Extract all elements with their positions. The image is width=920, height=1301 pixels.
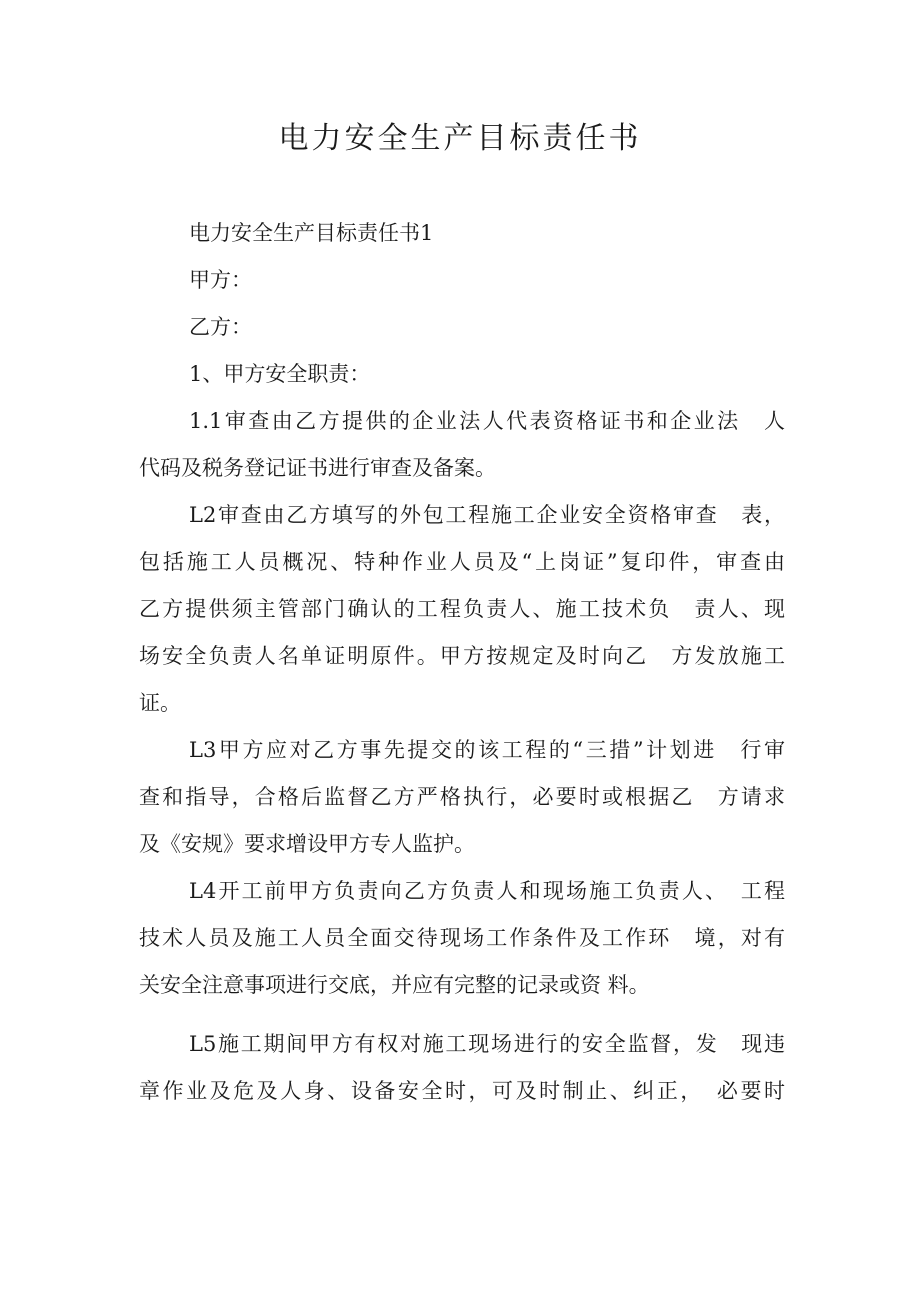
paragraph-line: L3甲方应对乙方事先提交的该工程的“三措”计划进 行审	[189, 738, 785, 762]
paragraph-line: 代码及税务登记证书进行审查及备案。	[139, 456, 496, 480]
paragraph-line: 乙方提供须主管部门确认的工程负责人、施工技术负 责人、现	[139, 597, 785, 621]
paragraph-line: 及《安规》要求增设甲方专人监护。	[139, 832, 475, 856]
paragraph-line: 查和指导，合格后监督乙方严格执行，必要时或根据乙 方请求	[139, 785, 785, 809]
paragraph-line: 包括施工人员概况、特种作业人员及“上岗证”复印件，审查由	[139, 550, 785, 574]
paragraph-line: L5施工期间甲方有权对施工现场进行的安全监督，发 现违	[189, 1032, 785, 1056]
paragraph-line: L2审查由乙方填写的外包工程施工企业安全资格审查 表，	[189, 503, 785, 527]
document-body	[139, 210, 785, 1115]
subtitle-line: 电力安全生产目标责任书1	[189, 221, 434, 245]
paragraph-line: 场安全负责人名单证明原件。甲方按规定及时向乙 方发放施工	[139, 644, 785, 668]
paragraph-line: 关安全注意事项进行交底，并应有完整的记录或资 料。	[139, 973, 650, 997]
paragraph-line: 章作业及危及人身、设备安全时，可及时制止、纠正， 必要时	[139, 1079, 785, 1103]
party-a-line: 甲方：	[189, 268, 252, 292]
section-heading: 1、甲方安全职责：	[189, 362, 371, 386]
paragraph-line: L4开工前甲方负责向乙方负责人和现场施工负责人、 工程	[189, 879, 785, 903]
party-b-line: 乙方：	[189, 315, 252, 339]
paragraph-line: 证。	[139, 691, 181, 715]
paragraph-line: 技术人员及施工人员全面交待现场工作条件及工作环 境，对有	[139, 926, 785, 950]
document-title: 电力安全生产目标责任书	[278, 121, 642, 156]
paragraph-line: 1.1审查由乙方提供的企业法人代表资格证书和企业法 人	[189, 409, 785, 433]
